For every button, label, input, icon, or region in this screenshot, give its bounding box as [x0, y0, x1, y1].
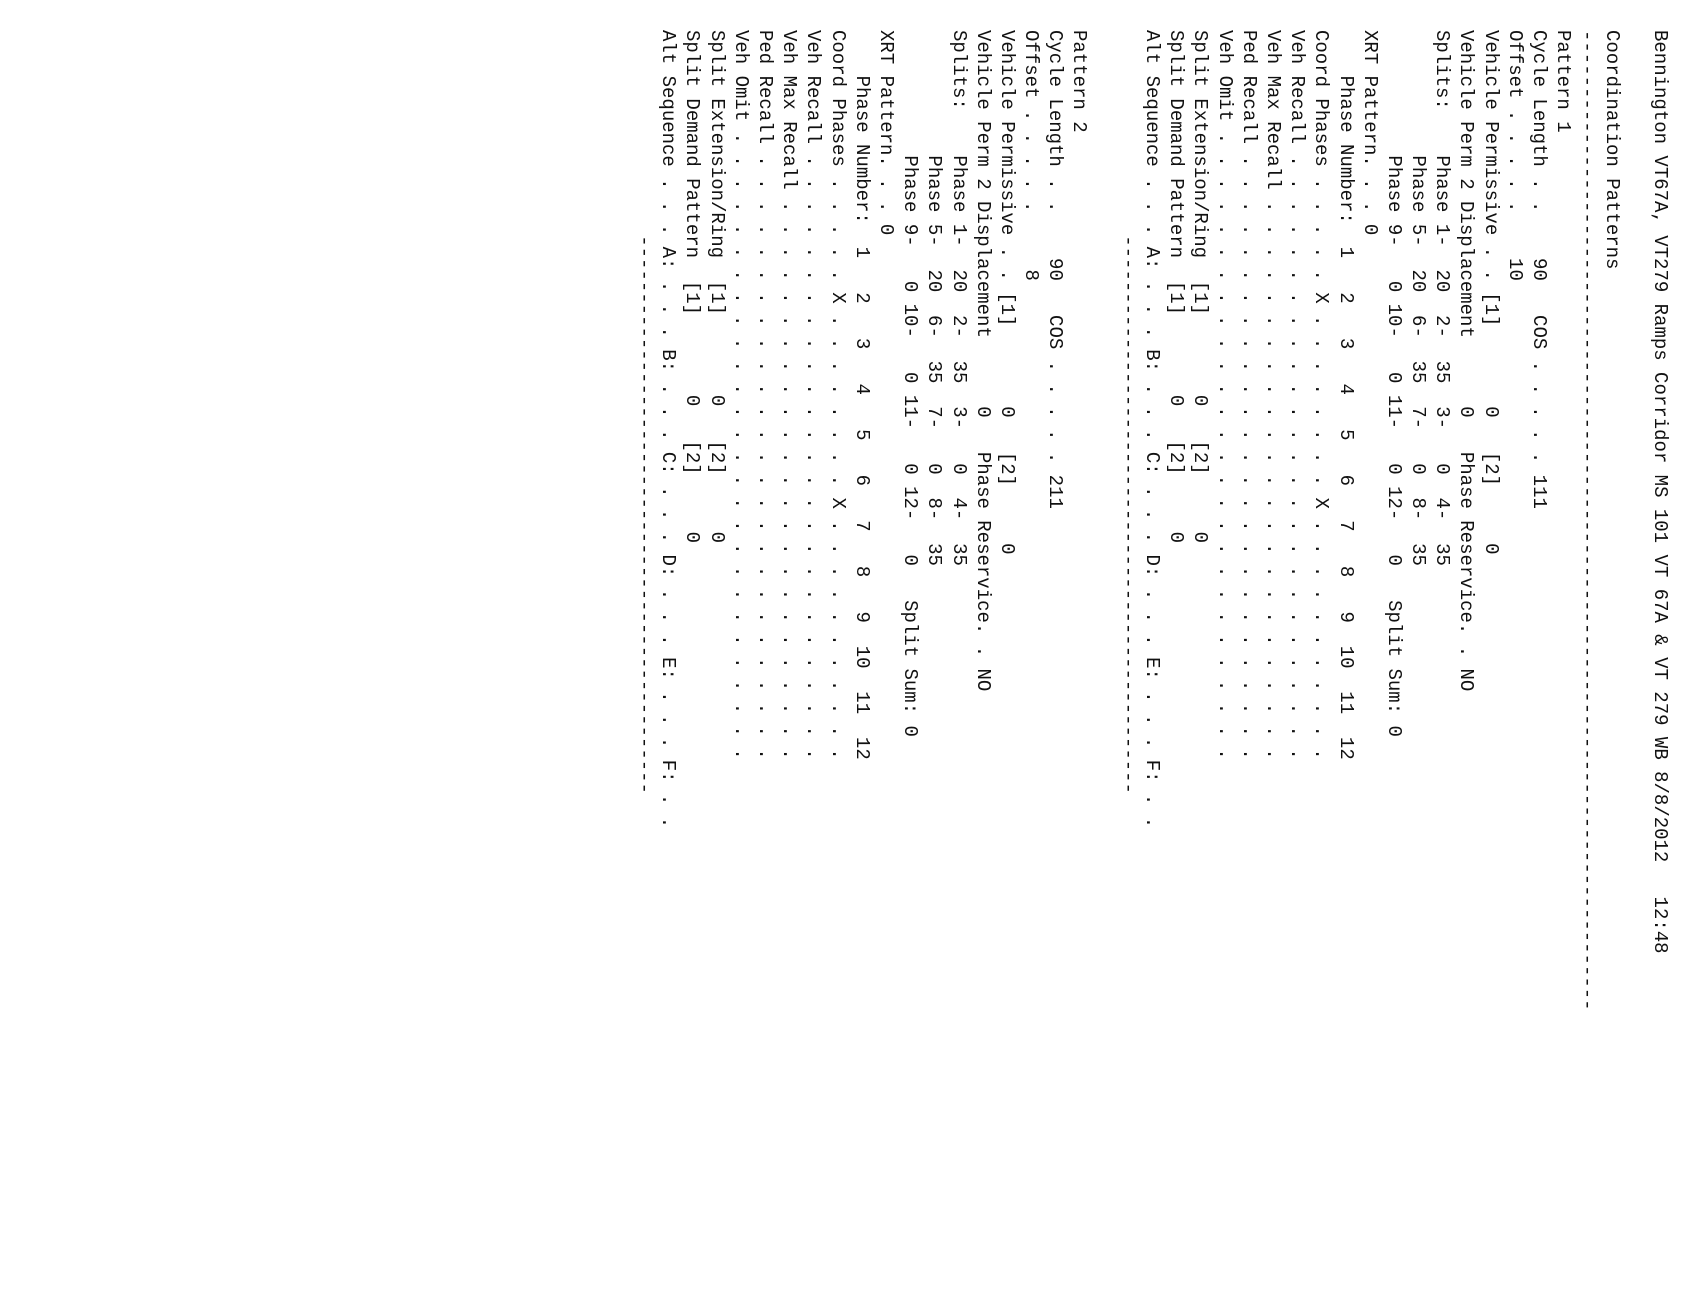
report-line: Alt Sequence . . . A: . . . B: . . . C: . . . D: . . . E: . . . F: . .: [657, 30, 680, 829]
report-line: Offset . . . . . 10: [1503, 30, 1526, 281]
report-line: -------------------------------------------------: [1116, 30, 1139, 794]
report-line: Phase Number: 1 2 3 4 5 6 7 8 9 10 11 12: [1334, 30, 1357, 760]
report-line: [1092, 30, 1116, 1011]
report-line: Split Demand Pattern [1] 0 [2] 0: [1165, 30, 1188, 544]
report-line: Splits: Phase 1- 20 2- 35 3- 0 4- 35: [947, 30, 970, 566]
report-line: Veh Max Recall . . . . . . . . . . . . . . . . . . . . . . . . .: [1262, 30, 1284, 760]
report-line: Ped Recall . . . . . . . . . . . . . . . . . . . . . . . . . . .: [754, 30, 777, 760]
report-header: Bennington VT67A, VT279 Ramps Corridor MS 101 VT 67A & VT 279 WB 8/8/2012 12:48: [1649, 30, 1671, 954]
report-line: Cycle Length . . 90 COS . . . . . 111: [1528, 30, 1551, 509]
report-line: -------------------------------------------------: [633, 30, 656, 794]
report-line: Vehicle Permissive . . [1] 0 [2] 0: [1479, 30, 1502, 555]
report-line: [1624, 30, 1648, 1011]
report-line: Phase Number: 1 2 3 4 5 6 7 8 9 10 11 12: [850, 30, 873, 760]
report-line: Vehicle Permissive . . [1] 0 [2] 0: [995, 30, 1018, 555]
report-line: Pattern 1: [1552, 30, 1575, 133]
coordination-patterns-report: [632, 30, 1672, 1011]
report-line: Coord Phases . . . . . X . . . . . . . . X . . . . . . . . . . .: [826, 30, 849, 760]
report-line: Split Extension/Ring [1] 0 [2] 0: [705, 30, 728, 544]
report-line: Veh Recall . . . . . . . . . . . . . . . . . . . . . . . . . . .: [802, 30, 825, 760]
report-line: Vehicle Perm 2 Displacement 0 Phase Reservice. . NO: [971, 30, 994, 692]
report-line: Splits: Phase 1- 20 2- 35 3- 0 4- 35: [1431, 30, 1454, 566]
report-line: Phase 5- 20 6- 35 7- 0 8- 35: [1407, 30, 1430, 566]
report-line: Veh Max Recall . . . . . . . . . . . . . . . . . . . . . . . . .: [778, 30, 801, 760]
report-line: Alt Sequence . . . A: . . . B: . . . C: . . . D: . . . E: . . . F: . .: [1141, 30, 1164, 829]
report-line: Coordination Patterns: [1600, 30, 1623, 270]
report-line: Cycle Length . . 90 COS . . . . . 211: [1044, 30, 1067, 509]
report-line: --------------------------------------------------------------------------------------: [1576, 30, 1599, 1011]
report-line: Ped Recall . . . . . . . . . . . . . . . . . . . . . . . . . . .: [1237, 30, 1260, 760]
report-line: Veh Omit . . . . . . . . . . . . . . . . . . . . . . . . . . . .: [729, 30, 752, 760]
report-line: Coord Phases . . . . . X . . . . . . . . X . . . . . . . . . . .: [1310, 30, 1333, 760]
report-line: XRT Pattern. . . 0: [875, 30, 897, 236]
report-line: Phase 9- 0 10- 0 11- 0 12- 0 Split Sum: 0: [1382, 30, 1405, 737]
report-line: Split Extension/Ring [1] 0 [2] 0: [1189, 30, 1212, 544]
report-line: Pattern 2: [1068, 30, 1091, 133]
report-line: Veh Recall . . . . . . . . . . . . . . . . . . . . . . . . . . .: [1286, 30, 1309, 760]
report-line: Veh Omit . . . . . . . . . . . . . . . . . . . . . . . . . . . .: [1213, 30, 1236, 760]
report-line: XRT Pattern. . . 0: [1358, 30, 1381, 236]
report-line: Phase 9- 0 10- 0 11- 0 12- 0 Split Sum: 0: [899, 30, 922, 737]
report-line: Vehicle Perm 2 Displacement 0 Phase Reservice. . NO: [1455, 30, 1478, 692]
report-line: Offset . . . . . 8: [1020, 30, 1043, 281]
report-line: Split Demand Pattern [1] 0 [2] 0: [681, 30, 704, 544]
report-line: Phase 5- 20 6- 35 7- 0 8- 35: [923, 30, 946, 566]
